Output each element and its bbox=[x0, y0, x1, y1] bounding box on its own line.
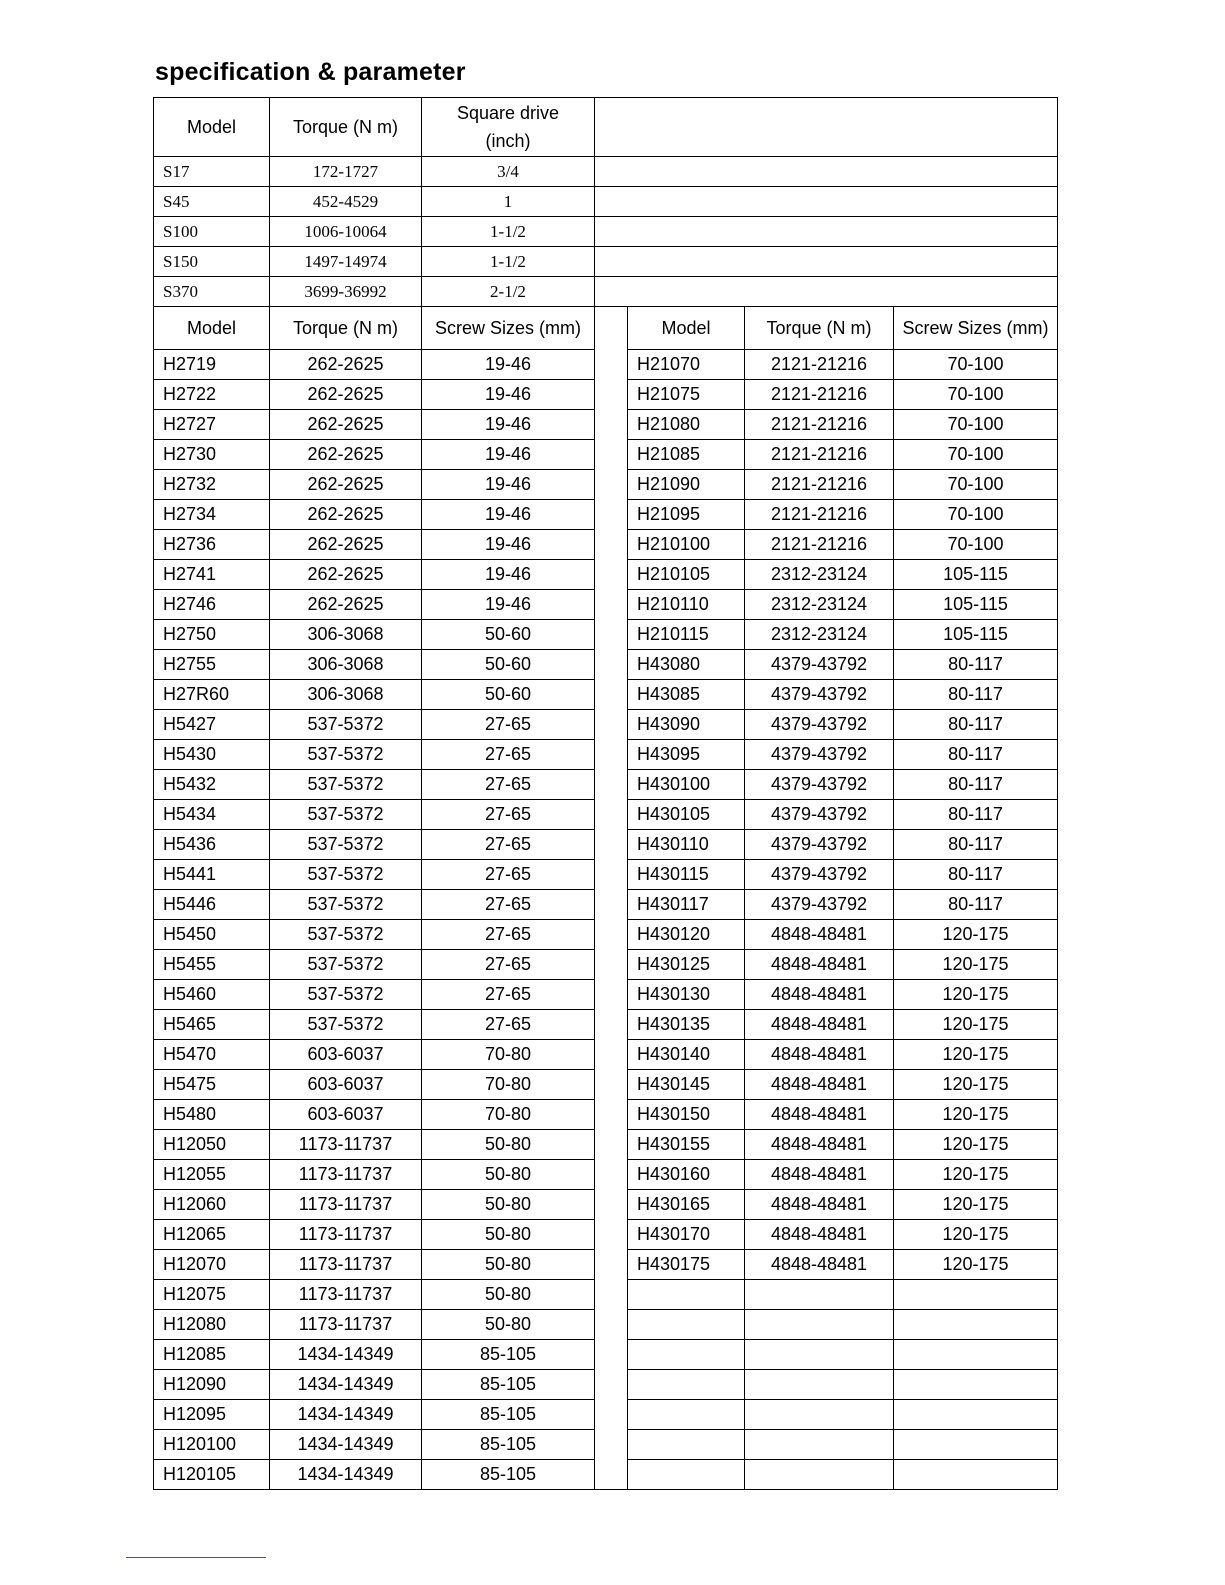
cell-torque: 4848-48481 bbox=[745, 1250, 894, 1280]
cell-torque: 1434-14349 bbox=[270, 1340, 422, 1370]
cell-torque: 2121-21216 bbox=[745, 470, 894, 500]
cell-model: H430145 bbox=[628, 1070, 745, 1100]
cell-screw-size: 85-105 bbox=[422, 1370, 595, 1400]
cell-torque: 1434-14349 bbox=[270, 1430, 422, 1460]
empty-cell bbox=[745, 1370, 894, 1400]
empty-cell bbox=[595, 277, 1058, 307]
cell-model: H12055 bbox=[154, 1160, 270, 1190]
cell-torque: 537-5372 bbox=[270, 710, 422, 740]
cell-torque: 4379-43792 bbox=[745, 710, 894, 740]
cell-screw-size: 27-65 bbox=[422, 890, 595, 920]
cell-model: H430125 bbox=[628, 950, 745, 980]
header-square-drive bbox=[422, 98, 595, 157]
header-square-drive-line2: (inch) bbox=[485, 131, 531, 151]
cell-screw-size: 50-80 bbox=[422, 1190, 595, 1220]
cell-screw-size: 19-46 bbox=[422, 500, 595, 530]
empty-cell bbox=[628, 1400, 745, 1430]
cell-torque: 4379-43792 bbox=[745, 770, 894, 800]
cell-screw-size: 19-46 bbox=[422, 410, 595, 440]
cell-screw-size: 105-115 bbox=[894, 590, 1058, 620]
cell-screw-size: 19-46 bbox=[422, 350, 595, 380]
header-square-drive-line1: Square drive bbox=[456, 103, 560, 123]
cell-torque: 4848-48481 bbox=[745, 1220, 894, 1250]
gap-column bbox=[595, 307, 628, 1490]
cell-model: H430175 bbox=[628, 1250, 745, 1280]
spec-table-body bbox=[154, 98, 1058, 1490]
cell-screw-size: 19-46 bbox=[422, 440, 595, 470]
empty-cell bbox=[894, 1400, 1058, 1430]
cell-torque: 603-6037 bbox=[270, 1040, 422, 1070]
header-torque: Torque (N m) bbox=[745, 307, 894, 350]
cell-model: H5470 bbox=[154, 1040, 270, 1070]
cell-model: H21085 bbox=[628, 440, 745, 470]
cell-screw-size: 120-175 bbox=[894, 1130, 1058, 1160]
cell-screw-size: 19-46 bbox=[422, 590, 595, 620]
cell-model: H21075 bbox=[628, 380, 745, 410]
cell-torque: 2312-23124 bbox=[745, 560, 894, 590]
cell-torque: 537-5372 bbox=[270, 830, 422, 860]
cell-model: H27R60 bbox=[154, 680, 270, 710]
spec-table bbox=[153, 97, 1058, 1490]
cell-model: H430120 bbox=[628, 920, 745, 950]
cell-model: H21090 bbox=[628, 470, 745, 500]
empty-cell bbox=[745, 1310, 894, 1340]
cell-screw-size: 27-65 bbox=[422, 1010, 595, 1040]
cell-screw-size: 50-80 bbox=[422, 1250, 595, 1280]
cell-model: H12080 bbox=[154, 1310, 270, 1340]
empty-cell bbox=[628, 1430, 745, 1460]
cell-model: H430110 bbox=[628, 830, 745, 860]
cell-screw-size: 80-117 bbox=[894, 710, 1058, 740]
cell-torque: 172-1727 bbox=[270, 157, 422, 187]
cell-screw-size: 70-80 bbox=[422, 1070, 595, 1100]
empty-cell bbox=[745, 1340, 894, 1370]
empty-cell bbox=[595, 157, 1058, 187]
cell-model: H2730 bbox=[154, 440, 270, 470]
cell-model: H5441 bbox=[154, 860, 270, 890]
empty-cell bbox=[628, 1280, 745, 1310]
cell-model: H5460 bbox=[154, 980, 270, 1010]
cell-torque: 4848-48481 bbox=[745, 1070, 894, 1100]
cell-screw-size: 27-65 bbox=[422, 710, 595, 740]
header-screw-sizes: Screw Sizes (mm) bbox=[894, 307, 1058, 350]
empty-cell bbox=[595, 98, 1058, 157]
cell-model: H5450 bbox=[154, 920, 270, 950]
table-row bbox=[154, 277, 1058, 307]
cell-torque: 262-2625 bbox=[270, 380, 422, 410]
cell-torque: 1173-11737 bbox=[270, 1310, 422, 1340]
cell-square-drive: 3/4 bbox=[422, 157, 595, 187]
cell-model: H5475 bbox=[154, 1070, 270, 1100]
cell-screw-size: 50-80 bbox=[422, 1310, 595, 1340]
cell-model: H5446 bbox=[154, 890, 270, 920]
cell-screw-size: 105-115 bbox=[894, 620, 1058, 650]
cell-torque: 262-2625 bbox=[270, 350, 422, 380]
cell-screw-size: 27-65 bbox=[422, 740, 595, 770]
cell-model: H430115 bbox=[628, 860, 745, 890]
cell-screw-size: 85-105 bbox=[422, 1430, 595, 1460]
cell-model: H12065 bbox=[154, 1220, 270, 1250]
cell-torque: 1173-11737 bbox=[270, 1250, 422, 1280]
header-model: Model bbox=[628, 307, 745, 350]
cell-torque: 1173-11737 bbox=[270, 1220, 422, 1250]
cell-torque: 1497-14974 bbox=[270, 247, 422, 277]
cell-model: S45 bbox=[154, 187, 270, 217]
cell-torque: 2121-21216 bbox=[745, 440, 894, 470]
cell-torque: 4379-43792 bbox=[745, 650, 894, 680]
cell-torque: 262-2625 bbox=[270, 440, 422, 470]
cell-model: H430117 bbox=[628, 890, 745, 920]
cell-torque: 4848-48481 bbox=[745, 1100, 894, 1130]
cell-screw-size: 80-117 bbox=[894, 860, 1058, 890]
cell-torque: 1434-14349 bbox=[270, 1460, 422, 1490]
cell-model: H430150 bbox=[628, 1100, 745, 1130]
cell-model: H430155 bbox=[628, 1130, 745, 1160]
cell-screw-size: 19-46 bbox=[422, 470, 595, 500]
header-screw-sizes: Screw Sizes (mm) bbox=[422, 307, 595, 350]
empty-cell bbox=[894, 1460, 1058, 1490]
cell-screw-size: 19-46 bbox=[422, 560, 595, 590]
cell-torque: 537-5372 bbox=[270, 740, 422, 770]
cell-model: H12070 bbox=[154, 1250, 270, 1280]
cell-model: H5436 bbox=[154, 830, 270, 860]
cell-torque: 1173-11737 bbox=[270, 1160, 422, 1190]
cell-screw-size: 27-65 bbox=[422, 830, 595, 860]
cell-torque: 4379-43792 bbox=[745, 680, 894, 710]
cell-screw-size: 27-65 bbox=[422, 770, 595, 800]
cell-model: H2722 bbox=[154, 380, 270, 410]
empty-cell bbox=[894, 1280, 1058, 1310]
cell-screw-size: 70-100 bbox=[894, 410, 1058, 440]
cell-torque: 306-3068 bbox=[270, 650, 422, 680]
cell-square-drive: 1-1/2 bbox=[422, 247, 595, 277]
cell-screw-size: 105-115 bbox=[894, 560, 1058, 590]
cell-torque: 4848-48481 bbox=[745, 920, 894, 950]
cell-torque: 537-5372 bbox=[270, 950, 422, 980]
cell-model: H12090 bbox=[154, 1370, 270, 1400]
cell-torque: 4379-43792 bbox=[745, 890, 894, 920]
empty-cell bbox=[894, 1340, 1058, 1370]
cell-model: H2755 bbox=[154, 650, 270, 680]
cell-screw-size: 27-65 bbox=[422, 920, 595, 950]
cell-torque: 262-2625 bbox=[270, 560, 422, 590]
cell-screw-size: 120-175 bbox=[894, 920, 1058, 950]
cell-torque: 603-6037 bbox=[270, 1070, 422, 1100]
cell-screw-size: 120-175 bbox=[894, 1220, 1058, 1250]
cell-screw-size: 70-100 bbox=[894, 470, 1058, 500]
cell-torque: 262-2625 bbox=[270, 410, 422, 440]
cell-screw-size: 27-65 bbox=[422, 950, 595, 980]
cell-model: H21080 bbox=[628, 410, 745, 440]
cell-model: H430165 bbox=[628, 1190, 745, 1220]
page-title: specification & parameter bbox=[155, 58, 466, 86]
cell-screw-size: 80-117 bbox=[894, 830, 1058, 860]
cell-model: H430160 bbox=[628, 1160, 745, 1190]
cell-torque: 4848-48481 bbox=[745, 1130, 894, 1160]
cell-square-drive: 1 bbox=[422, 187, 595, 217]
header-torque: Torque (N m) bbox=[270, 307, 422, 350]
cell-torque: 262-2625 bbox=[270, 470, 422, 500]
empty-cell bbox=[595, 187, 1058, 217]
cell-screw-size: 85-105 bbox=[422, 1400, 595, 1430]
cell-torque: 1006-10064 bbox=[270, 217, 422, 247]
cell-torque: 3699-36992 bbox=[270, 277, 422, 307]
cell-screw-size: 70-80 bbox=[422, 1040, 595, 1070]
cell-torque: 537-5372 bbox=[270, 770, 422, 800]
cell-torque: 4379-43792 bbox=[745, 830, 894, 860]
cell-model: H210105 bbox=[628, 560, 745, 590]
cell-model: H5465 bbox=[154, 1010, 270, 1040]
cell-screw-size: 120-175 bbox=[894, 1010, 1058, 1040]
empty-cell bbox=[894, 1370, 1058, 1400]
cell-model: H2746 bbox=[154, 590, 270, 620]
cell-screw-size: 120-175 bbox=[894, 1040, 1058, 1070]
cell-model: H2732 bbox=[154, 470, 270, 500]
cell-screw-size: 50-80 bbox=[422, 1160, 595, 1190]
cell-torque: 4379-43792 bbox=[745, 740, 894, 770]
cell-torque: 2121-21216 bbox=[745, 410, 894, 440]
empty-cell bbox=[628, 1310, 745, 1340]
cell-model: H2741 bbox=[154, 560, 270, 590]
cell-screw-size: 50-60 bbox=[422, 620, 595, 650]
cell-model: H5434 bbox=[154, 800, 270, 830]
cell-model: H43080 bbox=[628, 650, 745, 680]
cell-torque: 262-2625 bbox=[270, 500, 422, 530]
cell-screw-size: 80-117 bbox=[894, 800, 1058, 830]
cell-model: H12060 bbox=[154, 1190, 270, 1220]
cell-screw-size: 85-105 bbox=[422, 1340, 595, 1370]
cell-model: S370 bbox=[154, 277, 270, 307]
cell-model: H120100 bbox=[154, 1430, 270, 1460]
empty-cell bbox=[745, 1280, 894, 1310]
cell-screw-size: 70-100 bbox=[894, 530, 1058, 560]
header-model: Model bbox=[154, 307, 270, 350]
empty-cell bbox=[628, 1460, 745, 1490]
cell-torque: 4848-48481 bbox=[745, 1190, 894, 1220]
empty-cell bbox=[894, 1430, 1058, 1460]
cell-model: S150 bbox=[154, 247, 270, 277]
cell-model: H430140 bbox=[628, 1040, 745, 1070]
cell-torque: 1434-14349 bbox=[270, 1400, 422, 1430]
cell-torque: 603-6037 bbox=[270, 1100, 422, 1130]
cell-model: H2736 bbox=[154, 530, 270, 560]
cell-model: H12075 bbox=[154, 1280, 270, 1310]
cell-screw-size: 19-46 bbox=[422, 530, 595, 560]
cell-screw-size: 85-105 bbox=[422, 1460, 595, 1490]
cell-model: H12095 bbox=[154, 1400, 270, 1430]
cell-screw-size: 70-80 bbox=[422, 1100, 595, 1130]
cell-screw-size: 27-65 bbox=[422, 980, 595, 1010]
cell-model: H430135 bbox=[628, 1010, 745, 1040]
cell-model: H5480 bbox=[154, 1100, 270, 1130]
cell-screw-size: 120-175 bbox=[894, 1190, 1058, 1220]
cell-screw-size: 70-100 bbox=[894, 500, 1058, 530]
cell-screw-size: 70-100 bbox=[894, 350, 1058, 380]
cell-torque: 2121-21216 bbox=[745, 380, 894, 410]
cell-model: H210115 bbox=[628, 620, 745, 650]
cell-torque: 1173-11737 bbox=[270, 1190, 422, 1220]
cell-screw-size: 70-100 bbox=[894, 380, 1058, 410]
cell-model: H12050 bbox=[154, 1130, 270, 1160]
cell-model: H430100 bbox=[628, 770, 745, 800]
cell-torque: 537-5372 bbox=[270, 1010, 422, 1040]
cell-torque: 537-5372 bbox=[270, 980, 422, 1010]
cell-torque: 537-5372 bbox=[270, 800, 422, 830]
cell-screw-size: 80-117 bbox=[894, 770, 1058, 800]
cell-screw-size: 50-80 bbox=[422, 1130, 595, 1160]
cell-torque: 1173-11737 bbox=[270, 1130, 422, 1160]
footer-link-underline[interactable] bbox=[126, 1557, 266, 1558]
cell-torque: 262-2625 bbox=[270, 530, 422, 560]
empty-cell bbox=[628, 1370, 745, 1400]
table-row bbox=[154, 247, 1058, 277]
cell-screw-size: 120-175 bbox=[894, 1160, 1058, 1190]
cell-torque: 2312-23124 bbox=[745, 620, 894, 650]
cell-torque: 306-3068 bbox=[270, 680, 422, 710]
empty-cell bbox=[745, 1460, 894, 1490]
cell-torque: 4848-48481 bbox=[745, 1040, 894, 1070]
cell-model: H210110 bbox=[628, 590, 745, 620]
empty-cell bbox=[595, 247, 1058, 277]
cell-torque: 537-5372 bbox=[270, 890, 422, 920]
cell-screw-size: 50-80 bbox=[422, 1280, 595, 1310]
cell-screw-size: 120-175 bbox=[894, 950, 1058, 980]
cell-torque: 537-5372 bbox=[270, 920, 422, 950]
cell-screw-size: 27-65 bbox=[422, 860, 595, 890]
table-row bbox=[154, 217, 1058, 247]
cell-screw-size: 120-175 bbox=[894, 980, 1058, 1010]
cell-model: H5427 bbox=[154, 710, 270, 740]
cell-square-drive: 1-1/2 bbox=[422, 217, 595, 247]
cell-model: H43090 bbox=[628, 710, 745, 740]
cell-model: H430170 bbox=[628, 1220, 745, 1250]
cell-model: H21070 bbox=[628, 350, 745, 380]
empty-cell bbox=[628, 1340, 745, 1370]
header-torque: Torque (N m) bbox=[270, 98, 422, 157]
cell-torque: 306-3068 bbox=[270, 620, 422, 650]
cell-square-drive: 2-1/2 bbox=[422, 277, 595, 307]
cell-model: H430130 bbox=[628, 980, 745, 1010]
cell-model: S100 bbox=[154, 217, 270, 247]
cell-model: H12085 bbox=[154, 1340, 270, 1370]
cell-model: H43085 bbox=[628, 680, 745, 710]
cell-screw-size: 80-117 bbox=[894, 890, 1058, 920]
cell-screw-size: 80-117 bbox=[894, 740, 1058, 770]
empty-cell bbox=[894, 1310, 1058, 1340]
cell-torque: 2121-21216 bbox=[745, 350, 894, 380]
cell-torque: 1434-14349 bbox=[270, 1370, 422, 1400]
cell-screw-size: 120-175 bbox=[894, 1250, 1058, 1280]
cell-screw-size: 50-60 bbox=[422, 680, 595, 710]
cell-model: H2727 bbox=[154, 410, 270, 440]
cell-model: H5455 bbox=[154, 950, 270, 980]
cell-model: H2750 bbox=[154, 620, 270, 650]
cell-screw-size: 50-80 bbox=[422, 1220, 595, 1250]
table-row bbox=[154, 187, 1058, 217]
cell-model: H120105 bbox=[154, 1460, 270, 1490]
cell-model: H210100 bbox=[628, 530, 745, 560]
cell-screw-size: 80-117 bbox=[894, 650, 1058, 680]
cell-torque: 262-2625 bbox=[270, 590, 422, 620]
cell-model: H2719 bbox=[154, 350, 270, 380]
table-row bbox=[154, 157, 1058, 187]
cell-torque: 4848-48481 bbox=[745, 980, 894, 1010]
cell-screw-size: 120-175 bbox=[894, 1070, 1058, 1100]
cell-screw-size: 120-175 bbox=[894, 1100, 1058, 1130]
cell-model: H5432 bbox=[154, 770, 270, 800]
cell-model: S17 bbox=[154, 157, 270, 187]
square-drive-header-row bbox=[154, 98, 1058, 157]
cell-torque: 4848-48481 bbox=[745, 950, 894, 980]
cell-model: H2734 bbox=[154, 500, 270, 530]
cell-model: H430105 bbox=[628, 800, 745, 830]
header-model: Model bbox=[154, 98, 270, 157]
cell-model: H43095 bbox=[628, 740, 745, 770]
hex-header-row bbox=[154, 307, 1058, 350]
empty-cell bbox=[745, 1400, 894, 1430]
cell-torque: 2121-21216 bbox=[745, 500, 894, 530]
cell-screw-size: 70-100 bbox=[894, 440, 1058, 470]
empty-cell bbox=[745, 1430, 894, 1460]
cell-torque: 4379-43792 bbox=[745, 860, 894, 890]
cell-screw-size: 50-60 bbox=[422, 650, 595, 680]
cell-torque: 4848-48481 bbox=[745, 1160, 894, 1190]
empty-cell bbox=[595, 217, 1058, 247]
cell-torque: 537-5372 bbox=[270, 860, 422, 890]
cell-torque: 2121-21216 bbox=[745, 530, 894, 560]
cell-screw-size: 80-117 bbox=[894, 680, 1058, 710]
cell-model: H21095 bbox=[628, 500, 745, 530]
cell-torque: 452-4529 bbox=[270, 187, 422, 217]
cell-torque: 2312-23124 bbox=[745, 590, 894, 620]
cell-torque: 4848-48481 bbox=[745, 1010, 894, 1040]
cell-torque: 4379-43792 bbox=[745, 800, 894, 830]
cell-screw-size: 19-46 bbox=[422, 380, 595, 410]
cell-torque: 1173-11737 bbox=[270, 1280, 422, 1310]
cell-screw-size: 27-65 bbox=[422, 800, 595, 830]
cell-model: H5430 bbox=[154, 740, 270, 770]
